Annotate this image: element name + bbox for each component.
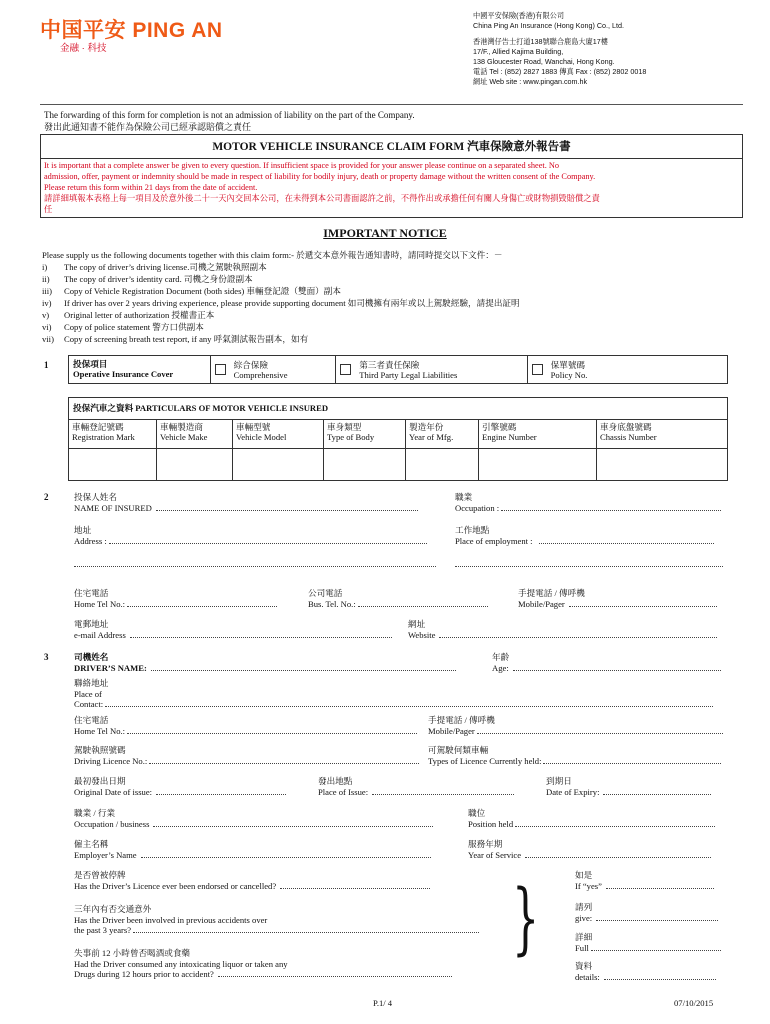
list-item: vi) Copy of police statement 警方口供副本 xyxy=(42,322,204,332)
column-registration: 車輛登記號碼 Registration Mark xyxy=(69,420,157,448)
column-make: 車輛製造商 Vehicle Make xyxy=(157,420,233,448)
operative-cover-label: 投保項目 Operative Insurance Cover xyxy=(69,356,211,383)
company-website: 網址 Web site : www.pingan.com.hk xyxy=(473,77,588,86)
policy-checkbox[interactable] xyxy=(532,364,543,375)
warning-line-2: admission, offer, payment or indemnity should be made in respect of liability for bodily injury, death or property damage without the written consent of the Company. xyxy=(44,172,596,181)
driver-mobile-input[interactable] xyxy=(477,733,723,734)
third-party-option[interactable]: 第三者責任保險 Third Party Legal Liabilities xyxy=(336,356,527,383)
employment-line-2-input[interactable] xyxy=(455,566,723,567)
company-address-zh: 香港灣仔告士打道138號聯合鹿島大廈17樓 xyxy=(473,37,608,46)
intoxication-question: 失事前 12 小時曾否喝酒或食藥 Had the Driver consumed any intoxicating liquor or taken any Drugs during 12 hours prior to accident? xyxy=(74,948,452,980)
licence-endorsed-input[interactable] xyxy=(280,888,430,889)
list-item: iv) If driver has over 2 years driving experience, please provide supporting document 如司機擁有兩年或以上駕駛經驗，請提出証明 xyxy=(42,298,520,308)
driver-name-input[interactable] xyxy=(151,670,456,671)
place-of-issue-input[interactable] xyxy=(372,794,514,795)
make-input[interactable] xyxy=(157,449,233,481)
vehicle-particulars-table xyxy=(68,397,728,481)
column-year: 製造年份 Year of Mfg. xyxy=(406,420,479,448)
driver-name-field: 司機姓名 DRIVER’S NAME: xyxy=(74,652,456,673)
driver-home-tel-field: 住宅電話 Home Tel No.: xyxy=(74,715,417,736)
address-line-2-input[interactable] xyxy=(74,566,436,567)
list-item: iii) Copy of Vehicle Registration Document (both sides) 車輛登記證（雙面）副本 xyxy=(42,286,341,296)
employer-name-field: 僱主名稱 Employer’s Name xyxy=(74,839,431,860)
section-3-number: 3 xyxy=(44,652,49,662)
list-item: v) Original letter of authorization 授權書正本 xyxy=(42,310,215,320)
driver-contact-field: 聯絡地址 Place of Contact: xyxy=(74,678,713,710)
insured-mobile-field: 手提電話 / 傳呼機 Mobile/Pager xyxy=(518,588,717,609)
place-of-employment-field: 工作地點 Place of employment : xyxy=(455,525,714,546)
driver-home-tel-input[interactable] xyxy=(127,733,417,734)
important-notice-heading: IMPORTANT NOTICE xyxy=(323,226,447,240)
previous-accidents-input[interactable] xyxy=(133,932,479,933)
chassis-input[interactable] xyxy=(597,449,727,481)
documents-list xyxy=(42,249,520,345)
warning-text xyxy=(41,159,742,216)
place-of-issue-field: 發出地點 Place of Issue: xyxy=(318,776,514,797)
licence-types-input[interactable] xyxy=(543,763,721,764)
year-input[interactable] xyxy=(406,449,479,481)
full-field: 詳細 Full xyxy=(575,932,721,953)
vehicle-table-columns xyxy=(69,420,727,449)
details-field: 資料 details: xyxy=(575,961,716,982)
place-of-employment-input[interactable] xyxy=(539,543,714,544)
column-chassis: 車身底盤號碼 Chassis Number xyxy=(600,422,657,442)
issue-date-field: 最初發出日期 Original Date of issue: xyxy=(74,776,286,797)
driving-licence-field: 駕駛執照號碼 Driving Licence No.: xyxy=(74,745,419,766)
company-address-line2: 138 Gloucester Road, Wanchai, Hong Kong. xyxy=(473,57,615,66)
vehicle-table-header: 投保汽車之資料 PARTICULARS OF MOTOR VEHICLE INSURED xyxy=(69,398,727,420)
licence-types-field: 可駕駛何類車輛 Types of Licence Currently held: xyxy=(428,745,721,766)
page-number: P.1/ 4 xyxy=(373,998,393,1008)
insured-home-tel-field: 住宅電話 Home Tel No.: xyxy=(74,588,277,609)
column-engine: 引擎號碼 Engine Number xyxy=(479,420,597,448)
form-title-box xyxy=(40,134,743,218)
vehicle-table-values xyxy=(69,449,727,481)
model-input[interactable] xyxy=(233,449,324,481)
driver-contact-input[interactable] xyxy=(105,706,713,707)
driving-licence-input[interactable] xyxy=(149,763,419,764)
driver-occupation-field: 職業 / 行業 Occupation / business xyxy=(74,808,433,829)
insured-website-field: 網址 Website xyxy=(408,619,717,640)
registration-input[interactable] xyxy=(69,449,157,481)
engine-input[interactable] xyxy=(479,449,597,481)
section-2-number: 2 xyxy=(44,492,49,502)
insured-occupation-input[interactable] xyxy=(501,510,721,511)
warning-line-4: 請詳細填報本表格上每一項目及於意外後二十一天內交回本公司，在未得到本公司書面認許之前，不得作出或承擔任何有關人身傷亡或財物損毀賠償之責 xyxy=(44,194,600,203)
company-address-line1: 17/F., Allied Kajima Building, xyxy=(473,47,564,56)
forwarding-notice-en: The forwarding of this form for completion is not an admission of liability on the part of the Company. xyxy=(44,110,415,120)
insured-name-field: 投保人姓名 NAME OF INSURED xyxy=(74,492,418,513)
logo-tagline: 金融 · 科技 xyxy=(60,43,107,54)
issue-date-input[interactable] xyxy=(156,794,286,795)
warning-line-5: 任 xyxy=(44,205,53,214)
insured-name-input[interactable] xyxy=(156,510,418,511)
year-of-service-input[interactable] xyxy=(525,857,711,858)
company-phone-fax: 電話 Tel : (852) 2827 1883 傳真 Fax : (852) 2802 0018 xyxy=(473,67,647,76)
operative-cover-table xyxy=(68,355,728,384)
expiry-date-field: 到期日 Date of Expiry: xyxy=(546,776,711,797)
give-field: 請列 give: xyxy=(575,902,718,923)
give-input[interactable] xyxy=(596,920,718,921)
company-name-en: China Ping An Insurance (Hong Kong) Co., Ltd. xyxy=(473,21,625,30)
forwarding-notice-zh: 發出此通知書不能作為保險公司已經承認賠償之責任 xyxy=(44,122,252,132)
insured-address-field: 地址 Address : xyxy=(74,525,427,546)
warning-line-1: It is important that a complete answer be given to every question. If insufficient space is provided for your answer please continue on a separated sheet. No xyxy=(44,161,560,170)
if-yes-field: 如是 If “yes” xyxy=(575,870,714,891)
driver-occupation-input[interactable] xyxy=(153,826,433,827)
company-name-zh: 中國平安保險(香港)有限公司 xyxy=(473,11,565,20)
company-info xyxy=(473,11,646,87)
position-held-input[interactable] xyxy=(515,826,715,827)
list-item: i) The copy of driver’s driving license.司機之駕駛執照副本 xyxy=(42,262,267,272)
driver-mobile-field: 手提電話 / 傳呼機 Mobile/Pager xyxy=(428,715,723,736)
column-body-type: 車身類型 Type of Body xyxy=(324,420,406,448)
position-held-field: 職位 Position held xyxy=(468,808,715,829)
forwarding-notice xyxy=(44,109,415,133)
form-title: MOTOR VEHICLE INSURANCE CLAIM FORM 汽車保險意外報告書 xyxy=(212,141,571,153)
insured-mobile-input[interactable] xyxy=(569,606,717,607)
year-of-service-field: 服務年期 Year of Service xyxy=(468,839,711,860)
employer-name-input[interactable] xyxy=(141,857,431,858)
intoxication-input[interactable] xyxy=(218,976,452,977)
list-item: vii) Copy of screening breath test report, if any 呼氣測試報告副本，如有 xyxy=(42,334,309,344)
body-type-input[interactable] xyxy=(324,449,406,481)
company-logo: 中国平安 PING AN xyxy=(40,19,223,42)
policy-number-field[interactable]: 保單號碼 Policy No. xyxy=(528,356,727,383)
third-party-checkbox[interactable] xyxy=(340,364,351,375)
documents-intro: Please supply us the following documents together with this claim form:- 於遞交本意外報告通知書時，請同時提交以下文件：－ xyxy=(42,250,503,260)
list-item: ii) The copy of driver’s identity card. 司機之身份證副本 xyxy=(42,274,253,284)
insured-bus-tel-input[interactable] xyxy=(358,606,488,607)
licence-endorsed-question: 是否曾被停牌 Has the Driver’s Licence ever been endorsed or cancelled? xyxy=(74,870,430,891)
driver-age-field: 年齡 Age: xyxy=(492,652,721,673)
if-yes-input[interactable] xyxy=(606,888,714,889)
driver-age-input[interactable] xyxy=(513,670,721,671)
comprehensive-checkbox[interactable] xyxy=(215,364,226,375)
insured-occupation-field: 職業 Occupation : xyxy=(455,492,721,513)
form-date: 07/10/2015 xyxy=(674,998,714,1008)
details-input[interactable] xyxy=(604,979,716,980)
comprehensive-option[interactable]: 綜合保險 Comprehensive xyxy=(211,356,337,383)
insured-website-input[interactable] xyxy=(439,637,717,638)
warning-line-3: Please return this form within 21 days from the date of accident. xyxy=(44,183,258,192)
right-brace: } xyxy=(512,874,540,964)
expiry-date-input[interactable] xyxy=(603,794,711,795)
insured-address-input[interactable] xyxy=(109,543,427,544)
column-model: 車輛型號 Vehicle Model xyxy=(233,420,324,448)
insured-bus-tel-field: 公司電話 Bus. Tel. No.: xyxy=(308,588,488,609)
insured-email-input[interactable] xyxy=(130,637,392,638)
insured-email-field: 電郵地址 e-mail Address xyxy=(74,619,392,640)
insured-home-tel-input[interactable] xyxy=(127,606,277,607)
header-divider xyxy=(40,104,743,105)
section-1-number: 1 xyxy=(44,360,49,370)
previous-accidents-question: 三年內有否交通意外 Has the Driver been involved in previous accidents over the past 3 years? xyxy=(74,904,479,936)
full-input[interactable] xyxy=(591,950,721,951)
